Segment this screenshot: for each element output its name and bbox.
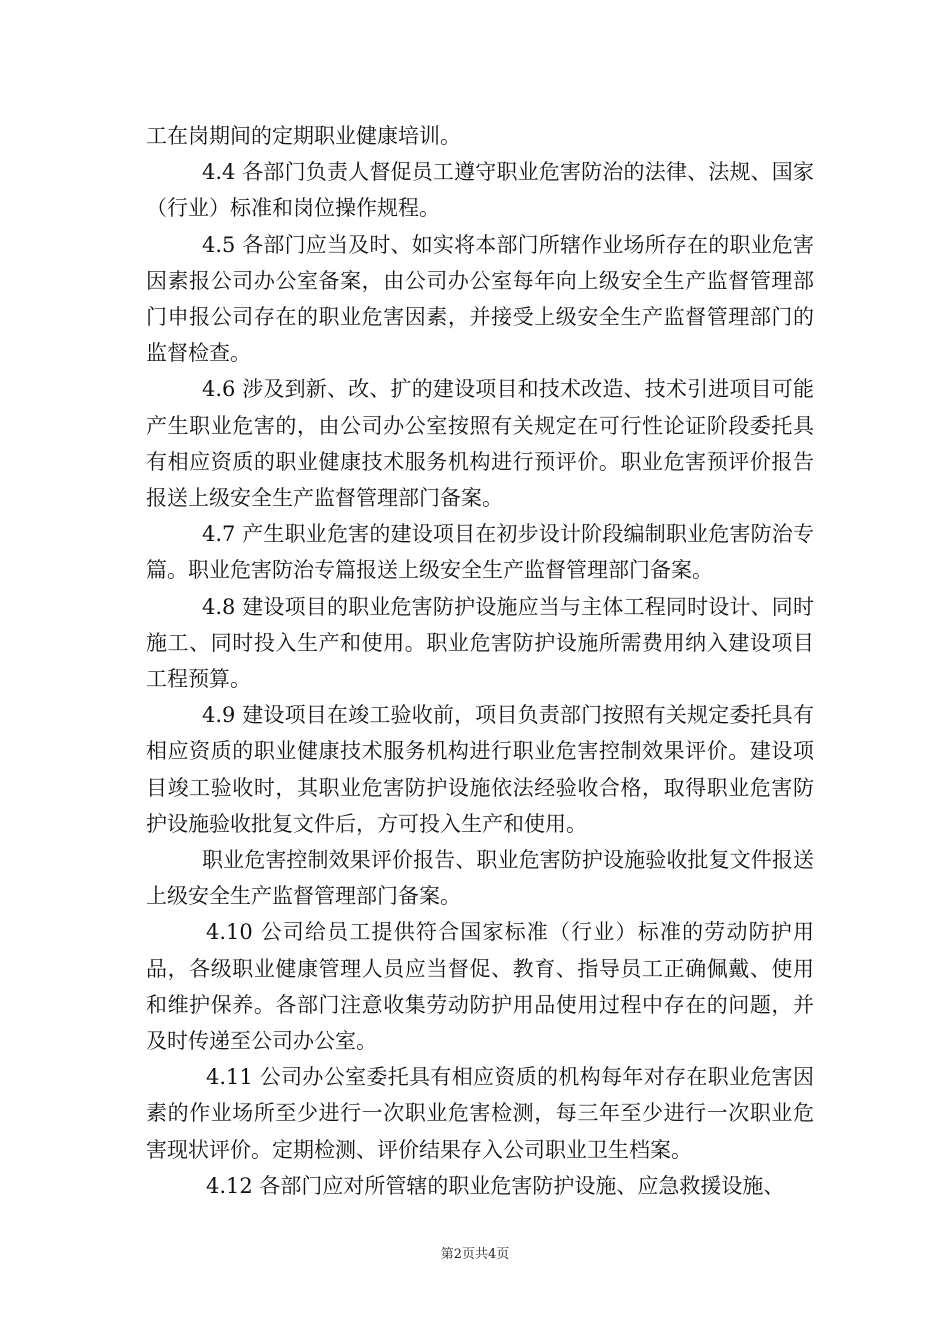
paragraph-4-7: 4.7 产生职业危害的建设项目在初步设计阶段编制职业危害防治专篇。职业危害防治专篇报送上级安全生产监督管理部门备案。 <box>146 522 814 583</box>
paragraph-4-12: 4.12 各部门应对所管辖的职业危害防护设施、应急救援设施、 <box>206 1173 785 1198</box>
document-body <box>146 118 814 1204</box>
paragraph-continuation: 工在岗期间的定期职业健康培训。 <box>146 124 461 148</box>
paragraph-4-9: 4.9 建设项目在竣工验收前，项目负责部门按照有关规定委托具有相应资质的职业健康技术服务机构进行职业危害控制效果评价。建设项目竣工验收时，其职业危害防护设施依法经验收合格，取得职业危害防护设施验收批复文件后，方可投入生产和使用。 <box>146 703 814 836</box>
paragraph-4-8: 4.8 建设项目的职业危害防护设施应当与主体工程同时设计、同时施工、同时投入生产和使用。职业危害防护设施所需费用纳入建设项目工程预算。 <box>146 594 814 692</box>
paragraph-4-6: 4.6 涉及到新、改、扩的建设项目和技术改造、技术引进项目可能产生职业危害的，由公司办公室按照有关规定在可行性论证阶段委托具有相应资质的职业健康技术服务机构进行预评价。职业危害预评价报告报送上级安全生产监督管理部门备案。 <box>146 377 814 511</box>
page-number-label: 第2页共4页 <box>440 1247 510 1262</box>
paragraph-4-9-report: 职业危害控制效果评价报告、职业危害防护设施验收批复文件报送上级安全生产监督管理部门备案。 <box>146 848 814 909</box>
paragraph-4-5: 4.5 各部门应当及时、如实将本部门所辖作业场所存在的职业危害因素报公司办公室备案，由公司办公室每年向上级安全生产监督管理部门申报公司存在的职业危害因素，并接受上级安全生产监督管理部门的监督检查。 <box>146 232 814 366</box>
paragraph-4-4: 4.4 各部门负责人督促员工遵守职业危害防治的法律、法规、国家（行业）标准和岗位操作规程。 <box>146 160 814 221</box>
paragraph-4-11: 4.11 公司办公室委托具有相应资质的机构每年对存在职业危害因素的作业场所至少进行一次职业危害检测，每三年至少进行一次职业危害现状评价。定期检测、评价结果存入公司职业卫生档案。 <box>146 1065 814 1162</box>
page-footer <box>0 1243 950 1262</box>
paragraph-4-10: 4.10 公司给员工提供符合国家标准（行业）标准的劳动防护用品，各级职业健康管理人员应当督促、教育、指导员工正确佩戴、使用和维护保养。各部门注意收集劳动防护用品使用过程中存在的问题，并及时传递至公司办公室。 <box>146 920 814 1054</box>
